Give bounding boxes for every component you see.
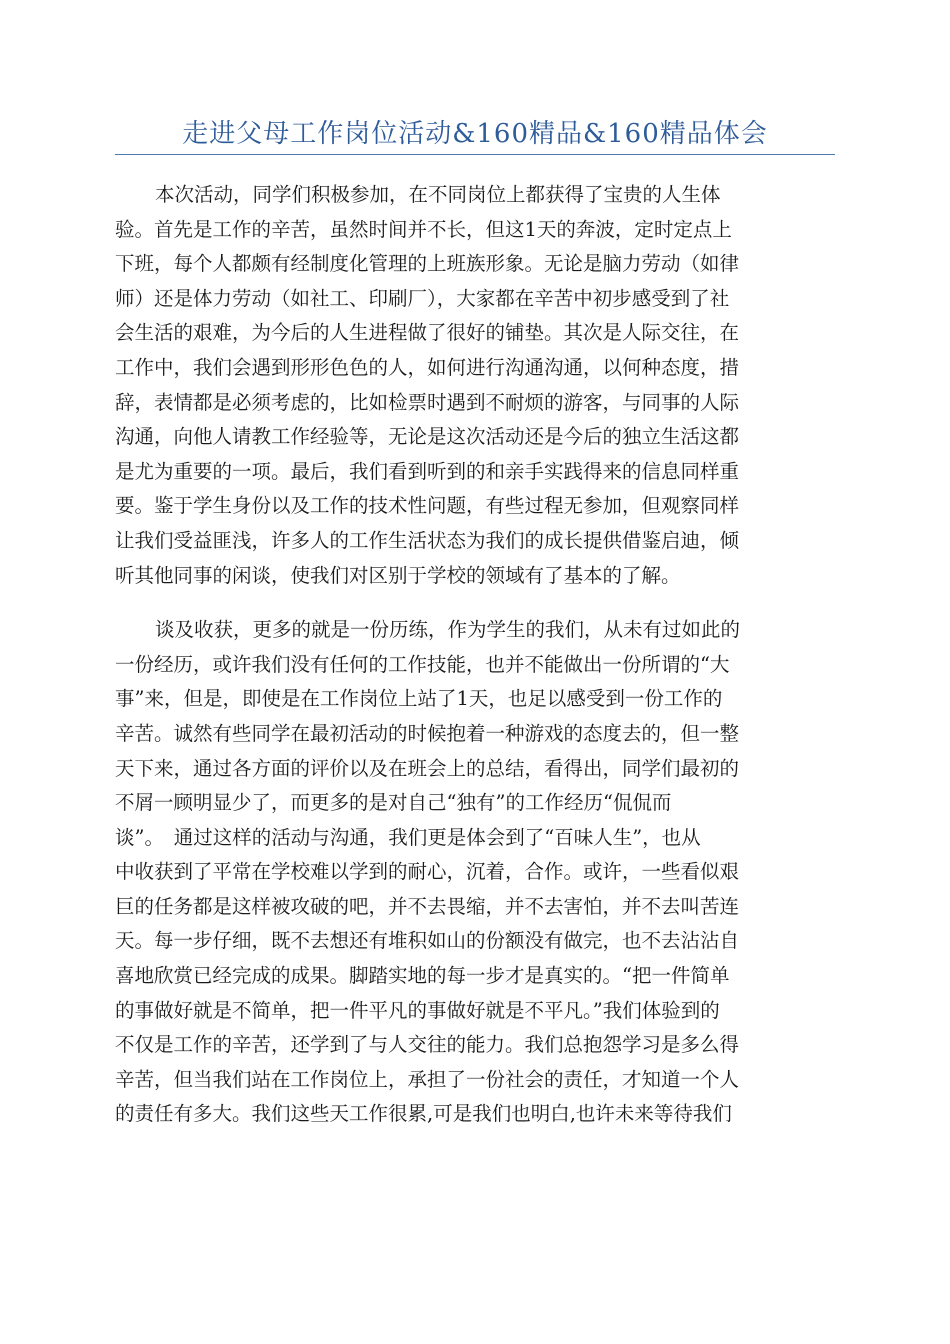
paragraph-2 [115, 613, 830, 1132]
document-body [115, 178, 830, 1132]
text-line: 天。每一步仔细，既不去想还有堆积如山的份额没有做完，也不去沾沾自 [115, 929, 740, 953]
text-line: 巨的任务都是这样被攻破的吧，并不去畏缩，并不去害怕，并不去叫苦连 [115, 894, 740, 918]
text-line: 不屑一顾明显少了，而更多的是对自己“独有”的工作经历“侃侃而 [115, 791, 672, 815]
text-line: 听其他同事的闲谈，使我们对区别于学校的领域有了基本的了解。 [115, 563, 681, 587]
text-line: 会生活的艰难，为今后的人生进程做了很好的铺垫。其次是人际交往，在 [115, 321, 740, 345]
text-line: 要。鉴于学生身份以及工作的技术性问题，有些过程无参加，但观察同样 [115, 494, 740, 518]
title-underline [115, 154, 835, 155]
text-line: 事”来，但是，即使是在工作岗位上站了1天，也足以感受到一份工作的 [115, 687, 723, 711]
text-line: 验。首先是工作的辛苦，虽然时间并不长，但这1天的奔波，定时定点上 [115, 217, 732, 241]
text-line: 辛苦。诚然有些同学在最初活动的时候抱着一种游戏的态度去的，但一整 [115, 721, 740, 745]
text-line: 让我们受益匪浅，许多人的工作生活状态为我们的成长提供借鉴启迪，倾 [115, 528, 740, 552]
text-line: 本次活动，同学们积极参加，在不同岗位上都获得了宝贵的人生体 [155, 183, 721, 206]
text-line: 沟通，向他人请教工作经验等，无论是这次活动还是今后的独立生活这都 [115, 425, 740, 449]
paragraph-1 [115, 178, 830, 593]
text-line: 谈”。 通过这样的活动与沟通，我们更是体会到了“百味人生”，也从 [115, 825, 701, 849]
text-line: 工作中，我们会遇到形形色色的人，如何进行沟通沟通，以何种态度，措 [115, 355, 740, 379]
text-line: 一份经历，或许我们没有任何的工作技能，也并不能做出一份所谓的“大 [115, 652, 730, 676]
text-line: 喜地欣赏已经完成的成果。脚踏实地的每一步才是真实的。“把一件简单 [115, 964, 730, 988]
text-line: 不仅是工作的辛苦，还学到了与人交往的能力。我们总抱怨学习是多么得 [115, 1033, 740, 1057]
text-line: 辞，表情都是必须考虑的，比如检票时遇到不耐烦的游客，与同事的人际 [115, 390, 740, 414]
text-line: 师）还是体力劳动（如社工、印刷厂），大家都在辛苦中初步感受到了社 [115, 286, 730, 310]
text-line: 下班，每个人都颇有经制度化管理的上班族形象。无论是脑力劳动（如律 [115, 252, 740, 276]
text-line: 辛苦，但当我们站在工作岗位上，承担了一份社会的责任，才知道一个人 [115, 1067, 740, 1091]
text-line: 的事做好就是不简单，把一件平凡的事做好就是不平凡。”我们体验到的 [115, 998, 720, 1022]
text-line: 天下来，通过各方面的评价以及在班会上的总结，看得出，同学们最初的 [115, 756, 740, 780]
text-line: 是尤为重要的一项。最后，我们看到听到的和亲手实践得来的信息同样重 [115, 459, 740, 483]
text-line: 的责任有多大。我们这些天工作很累,可是我们也明白,也许未来等待我们 [115, 1102, 732, 1126]
text-line: 谈及收获，更多的就是一份历练，作为学生的我们，从未有过如此的 [155, 618, 741, 642]
text-line: 中收获到了平常在学校难以学到的耐心，沉着，合作。或许，一些看似艰 [115, 860, 740, 884]
page-title: 走进父母工作岗位活动&160精品&160精品体会 [182, 119, 768, 149]
